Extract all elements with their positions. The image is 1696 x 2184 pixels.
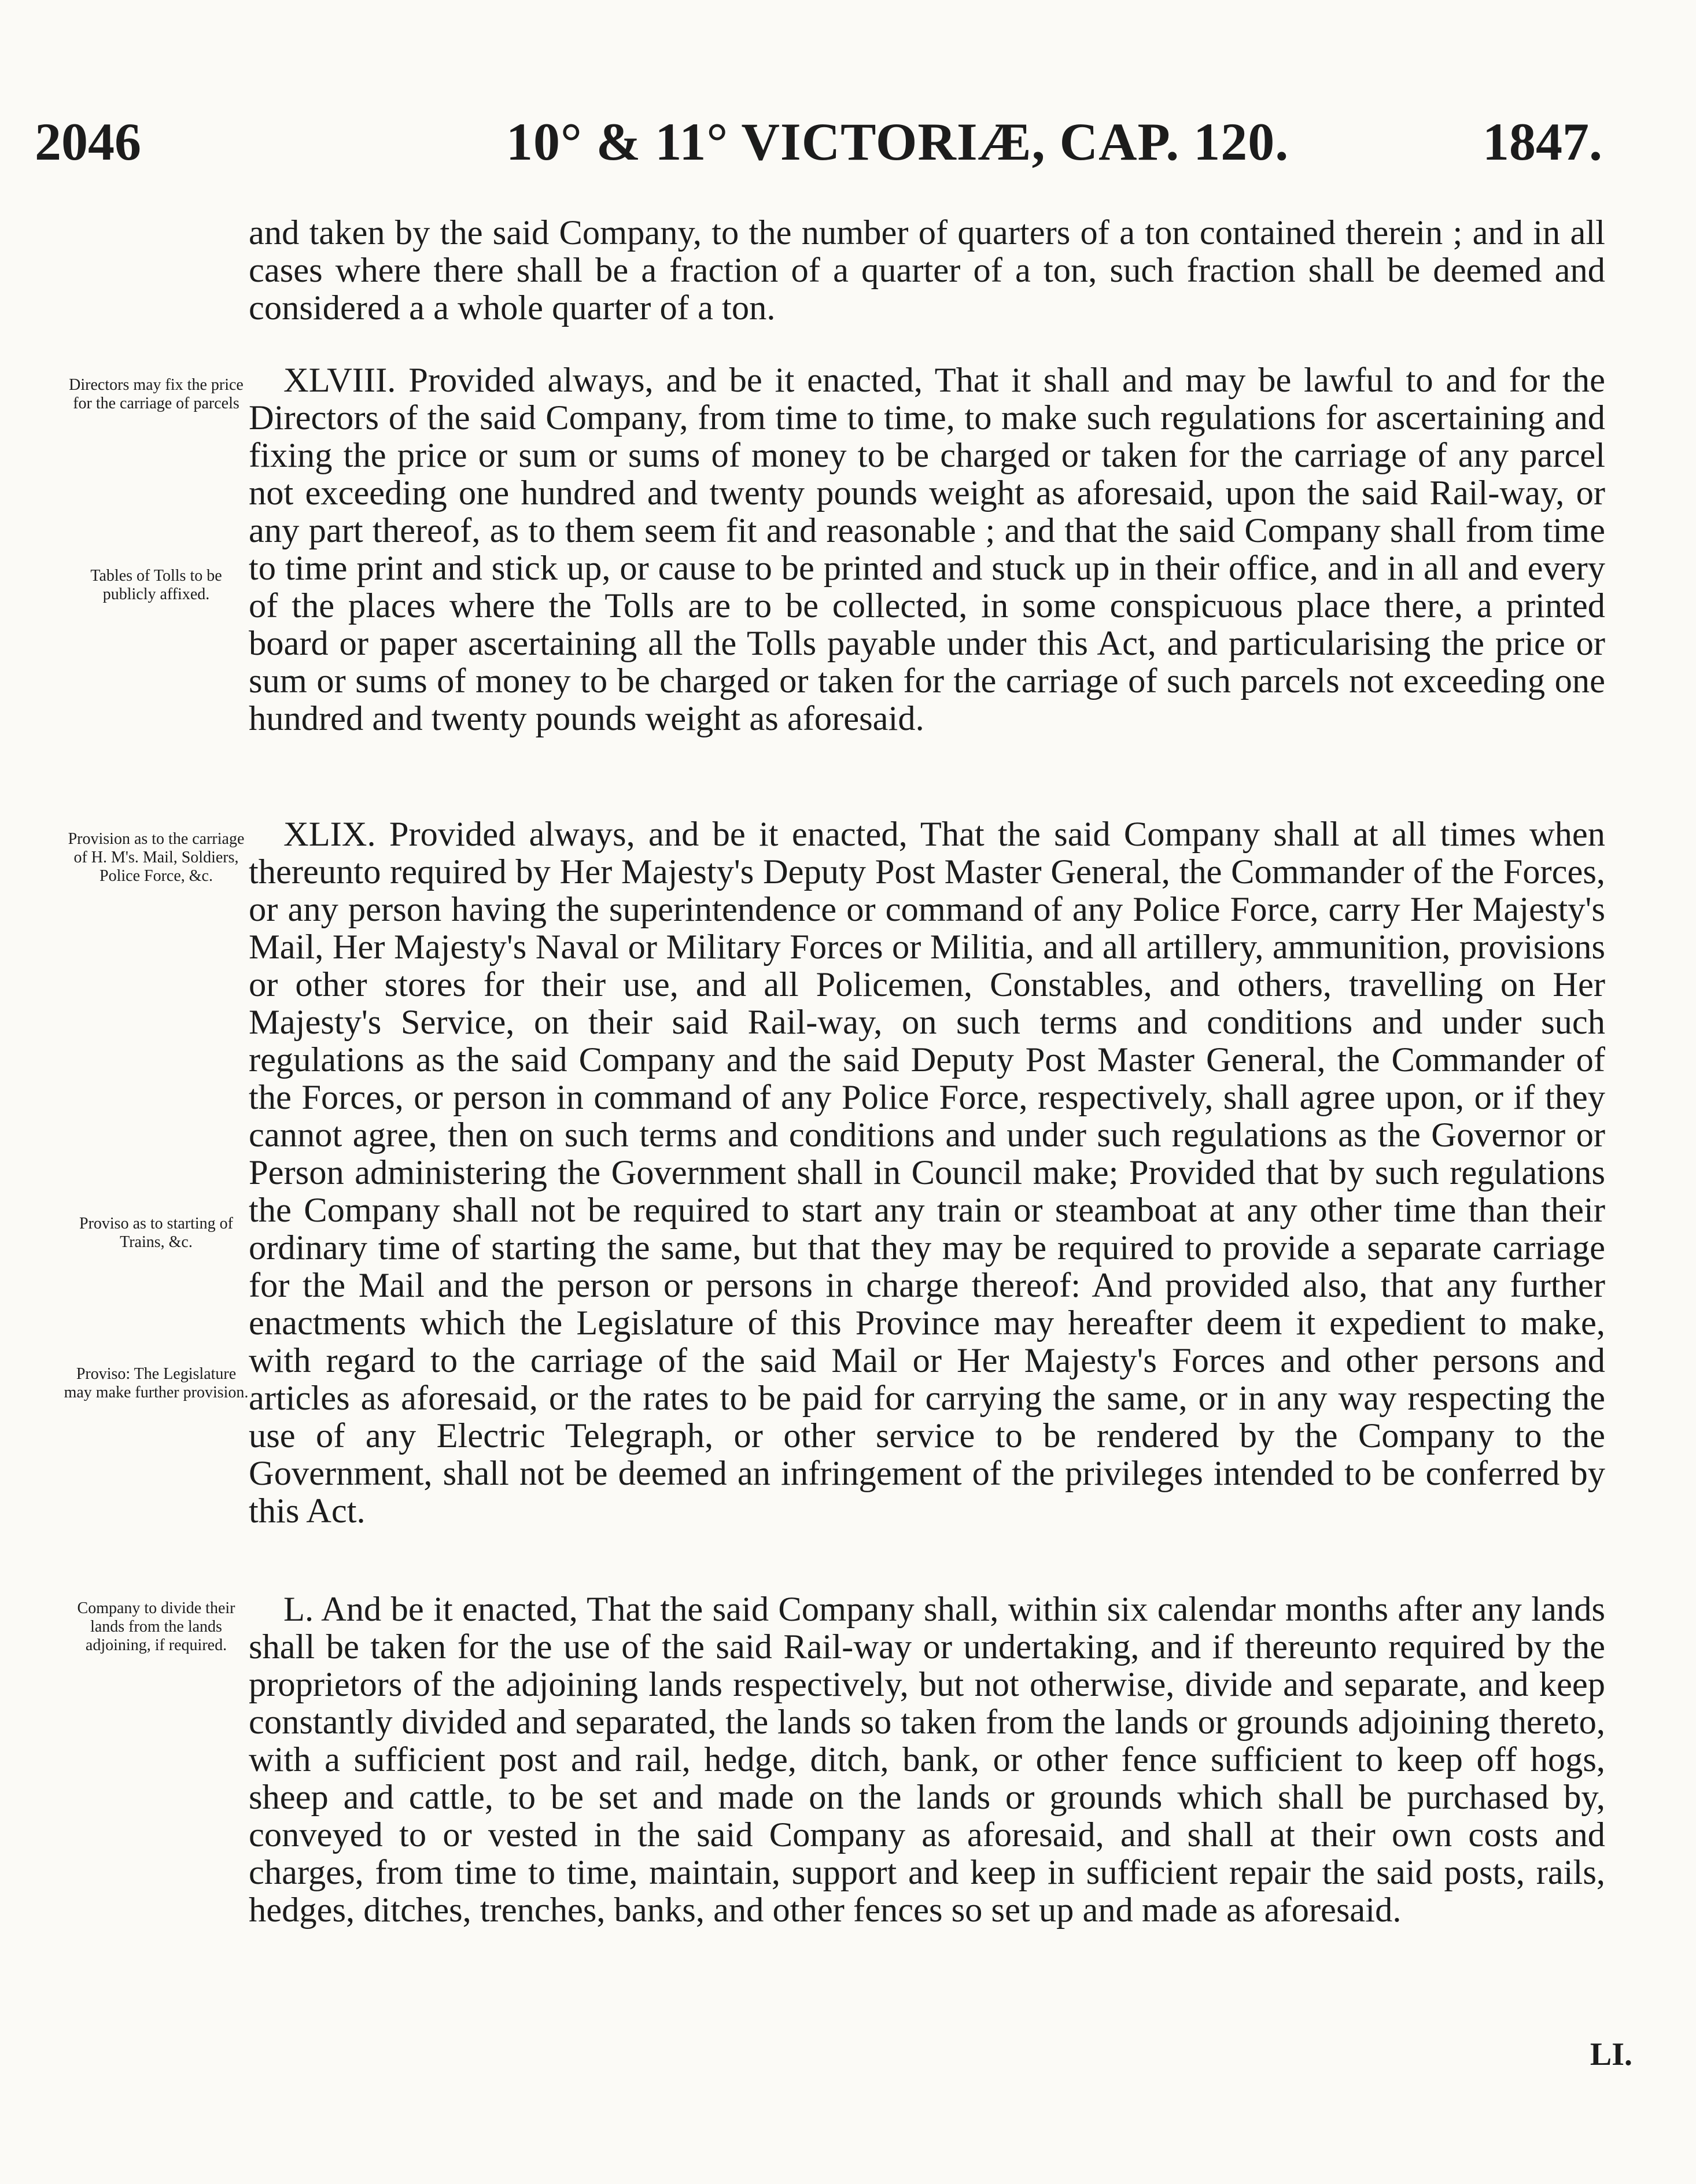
margin-note-proviso-trains: Proviso as to starting of Trains, &c.	[79, 1215, 233, 1251]
margin-note-directors: Directors may fix the price for the carriage of parcels	[69, 376, 244, 412]
section-xlix-block	[249, 816, 1605, 1530]
page-header	[35, 107, 1602, 176]
margin-note-tables: Tables of Tolls to be publicly affixed.	[90, 567, 222, 603]
margin-note-provision: Provision as to the carriage of H. M's. Mail, Soldiers, Police Force, &c.	[68, 830, 245, 885]
page-year: 1847.	[1483, 112, 1602, 171]
section-xlviii: XLVIII. Provided always, and be it enacted, That it shall and may be lawful to and for the Directors of the said Company, from time to time, to make such regulations for ascertaining and fixing the price or sum or sums of money to be charged or taken for the carriage of any parcel not exceeding one hundred and twenty pounds weight as aforesaid, upon the said Rail-way, or any part thereof, as to them seem fit and reasonable ; and that the said Company shall from time to time print and stick up, or cause to be printed and stuck up in their office, and in all and every of the places where the Tolls are to be collected, in some conspicuous place there, a printed board or paper ascertaining all the Tolls payable under this Act, and particularising the price or sum or sums of money to be charged or taken for the carriage of such parcels not exceeding one hundred and twenty pounds weight as aforesaid.	[249, 361, 1605, 738]
paragraph-continuation: and taken by the said Company, to the number of quarters of a ton contained therein ; and in all cases where there shall be a fraction of a quarter of a ton, such fraction shall be deemed and considered a a whole quarter of a ton.	[249, 213, 1605, 327]
section-l-block	[249, 1591, 1605, 1929]
page-title: 10° & 11° VICTORIÆ, CAP. 120.	[506, 112, 1289, 171]
catchword: LI.	[1590, 2037, 1632, 2072]
section-l: L. And be it enacted, That the said Company shall, within six calendar months after any lands shall be taken for the use of the said Rail-way or undertaking, and if thereunto required by the proprietors of the adjoining lands respectively, but not otherwise, divide and separate, and keep constantly divided and separated, the lands so taken from the lands or grounds adjoining thereto, with a sufficient post and rail, hedge, ditch, bank, or other fence sufficient to keep off hogs, sheep and cattle, to be set and made on the lands or grounds which shall be purchased by, conveyed to or vested in the said Company as aforesaid, and shall at their own costs and charges, from time to time, maintain, support and keep in sufficient repair the said posts, rails, hedges, ditches, trenches, banks, and other fences so set up and made as aforesaid.	[249, 1590, 1605, 1930]
page-number: 2046	[35, 112, 141, 171]
margin-note-proviso-legislature: Proviso: The Legislature may make further provision.	[64, 1365, 249, 1401]
margin-note-company-divide: Company to divide their lands from the lands adjoining, if required.	[77, 1599, 235, 1654]
paragraph-continuation-block	[249, 214, 1605, 327]
section-xlviii-block	[249, 361, 1605, 737]
section-xlix: XLIX. Provided always, and be it enacted, That the said Company shall at all times when thereunto required by Her Majesty's Deputy Post Master General, the Commander of the Forces, or any person having the superintendence or command of any Police Force, carry Her Majesty's Mail, Her Majesty's Naval or Military Forces or Militia, and all artillery, ammunition, provisions or other stores for their use, and all Policemen, Constables, and others, travelling on Her Majesty's Service, on their said Rail-way, on such terms and conditions and under such regulations as the said Company and the said Deputy Post Master General, the Commander of the Forces, or person in command of any Police Force, respectively, shall agree upon, or if they cannot agree, then on such terms and conditions and under such regulations as the Governor or Person administering the Government shall in Council make; Provided that by such regulations the Company shall not be required to start any train or steamboat at any other time than their ordinary time of starting the same, but that they may be required to provide a separate carriage for the Mail and the person or persons in charge thereof: And provided also, that any further enactments which the Legislature of this Province may hereafter deem it expedient to make, with regard to the carriage of the said Mail or Her Majesty's Forces and other persons and articles as aforesaid, or the rates to be paid for carrying the same, or in any way respecting the use of any Electric Telegraph, or other service to be rendered by the Company to the Government, shall not be deemed an infringement of the privileges intended to be conferred by this Act.	[249, 815, 1605, 1530]
